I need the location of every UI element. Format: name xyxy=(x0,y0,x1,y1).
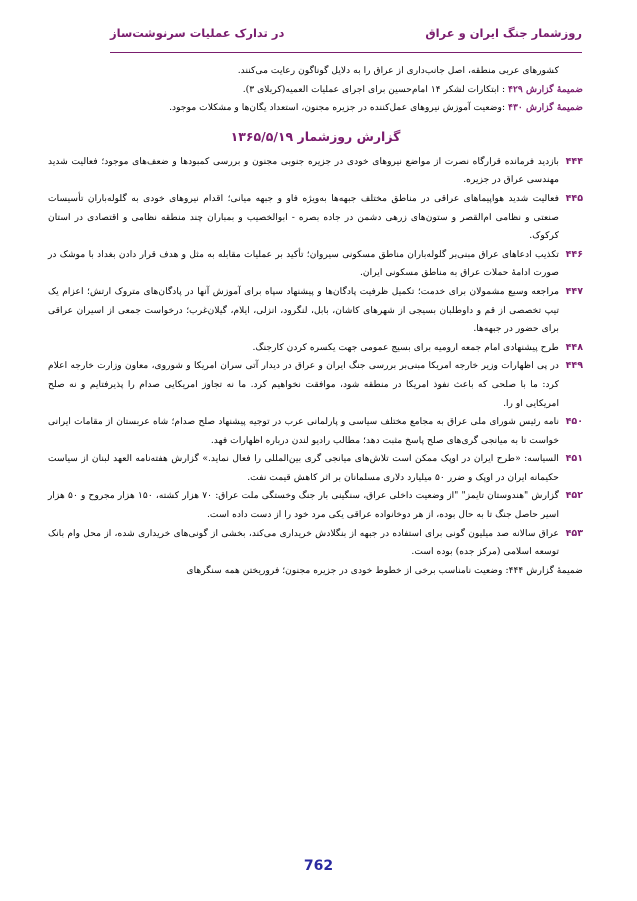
entry-number: ۴۵۳ xyxy=(565,527,583,539)
entry-text: فعالیت شدید هواپیماهای عراقی در مناطق مختلف جبهه‌ها به‌ویژه فاو و جبهه میانی؛ اقدام نیروهای خودی به گلوله‌باران تأسیسات صنعتی و نظامی ام‌القصر و ستون‌های زرهی دشمن در جاده بصره - ابوالخصیب و بمباران چند منطقه نظامی و اقتصادی در استان کرکوک. xyxy=(48,192,559,242)
entry-text: تکذیب ادعاهای عراق مبنی‌بر گلوله‌باران مناطق مسکونی سیروان؛ تأکید بر عملیات مقابله به مثل و هدف قرار دادن بغداد با موشک در صورت ادامهٔ حملات عراق به مناطق مسکونی ایران. xyxy=(48,248,559,279)
entry-text: گزارش "هندوستان تایمز" "از وضعیت داخلی عراق، سنگینی بار جنگ وخستگی ملت عراق: ۷۰ هزار کشته، ۱۵۰ هزار مجروح و ۵۰ هزار اسیر حاصل جنگ تا به حال بوده، از هر دوخانواده عراقی یکی مرد خود را از دست داده است. xyxy=(48,490,560,521)
entry-text: عراق سالانه صد میلیون گونی برای استفاده در جبهه از بنگلادش خریداری می‌کند، بخشی از گونی‌های خریداری شده، از محل وام بانک توسعه اسلامی (مرکز جده) بوده است. xyxy=(48,527,559,558)
page-number: 762 xyxy=(303,858,334,874)
entry-number: ۴۵۱ xyxy=(565,453,583,465)
report-entry xyxy=(48,450,583,487)
report-entry xyxy=(48,525,583,562)
entry-number: ۴۴۹ xyxy=(565,360,583,372)
chapter-title: در تدارک عملیات سرنوشت‌ساز xyxy=(110,26,285,40)
running-header xyxy=(110,22,582,44)
attachment-text: وضعیت نامناسب برخی از خطوط خودی در جزیره مجنون؛ فروریختن همه سنگرهای xyxy=(186,564,503,576)
report-date-heading: گزارش روزشمار ۱۳۶۵/۵/۱۹ xyxy=(230,128,401,144)
entry-text: بازدید فرمانده قرارگاه نصرت از مواضع نیروهای خودی در جزیره جنوبی مجنون و بررسی کمبودها و ضعف‌های موجود؛ فعالیت شدید مهندسی عراق در جزیره. xyxy=(48,155,559,186)
report-entry xyxy=(48,246,583,283)
report-entry xyxy=(48,283,583,339)
attachment-note-430 xyxy=(48,99,583,118)
entry-text: در پی اظهارات وزیر خارجه امریکا مبنی‌بر بررسی جنگ ایران و عراق در دیدار آتی سران امریکا و شوروی، معاون وزارت خارجه اعلام کرد: ما با صلحی که باعث نفوذ امریکا در منطقه شود، موافقت نخواهیم کرد. ما نه تجاوز امریکایی صدام را پذیرفتایم و نه صلح امریکایی او را. xyxy=(48,360,559,409)
entry-number: ۴۴۸ xyxy=(565,341,583,353)
report-entry xyxy=(48,339,583,358)
entry-number: ۴۴۶ xyxy=(565,248,583,260)
entry-number: ۴۴۴ xyxy=(565,155,583,167)
entry-text: مراجعه وسیع مشمولان برای خدمت؛ تکمیل ظرفیت پادگان‌ها و پیشنهاد سپاه برای آموزش آنها در پادگان‌های متروک ارتش؛ اعزام یک تیپ تخصصی از قم و داوطلبان بسیجی از شهرهای کاشان، بابل، لنگرود، انزلی، ایلام، گیلان‌غرب؛ درخواست جمعی از اسیران عراقی برای حضور در جبهه‌ها. xyxy=(48,285,559,335)
header-divider xyxy=(110,52,582,53)
attachment-text: : ابتکارات لشکر ۱۴ امام‌حسین برای اجرای عملیات العمیه(کربلای ۳). xyxy=(242,83,506,95)
attachment-note-429 xyxy=(48,81,583,100)
page-body xyxy=(48,62,583,580)
report-entry xyxy=(48,153,583,190)
entry-number: ۴۴۵ xyxy=(565,192,583,204)
entry-text: نامه رئیس شورای ملی عراق به مجامع مختلف سیاسی و پارلمانی عرب در توجیه پیشنهاد صلح صدام؛ شاه عربستان از مقامات ایرانی خواست تا به میانجی گری‌های صلح پاسخ مثبت دهد؛ مطالب رادیو لندن درباره اظهارات فهد. xyxy=(48,416,559,446)
report-entry xyxy=(48,487,583,524)
entry-number: ۴۵۲ xyxy=(565,490,583,502)
report-entry xyxy=(48,190,583,246)
attachment-label: ضمیمهٔ گزارش ۴۲۹ xyxy=(508,83,583,95)
attachment-note-444 xyxy=(48,562,583,581)
attachment-label: ضمیمهٔ گزارش ۴۴۴: xyxy=(505,564,583,576)
entry-text: السیاسه: «طرح ایران در اوپک ممکن است تلاش‌های میانجی گری بین‌المللی را فعال نماید.» گزارش هفته‌نامه العهد لبنان از سیاست حکیمانه ایران در اوپک و ضرر ۵۰ میلیارد دلاری مسلمانان بر اثر کاهش قیمت نفت. xyxy=(48,453,559,483)
attachment-label: ضمیمهٔ گزارش ۴۳۰ xyxy=(508,102,583,114)
report-entry xyxy=(48,357,583,413)
report-entry xyxy=(48,413,583,450)
entry-number: ۴۵۰ xyxy=(565,416,583,428)
continuation-paragraph: کشورهای عربی منطقه، اصل جانب‌داری از عراق را به دلایل گوناگون رعایت می‌کنند. xyxy=(237,65,559,76)
attachment-text: :وضعیت آموزش نیروهای عمل‌کننده در جزیره مجنون، استعداد یگان‌ها و مشکلات موجود. xyxy=(169,102,506,114)
entry-text: طرح پیشنهادی امام جمعه ارومیه برای بسیج عمومی جهت یکسره کردن کارجنگ. xyxy=(252,341,559,353)
book-title: روزشمار جنگ ایران و عراق xyxy=(425,26,582,40)
entry-number: ۴۴۷ xyxy=(565,285,583,297)
